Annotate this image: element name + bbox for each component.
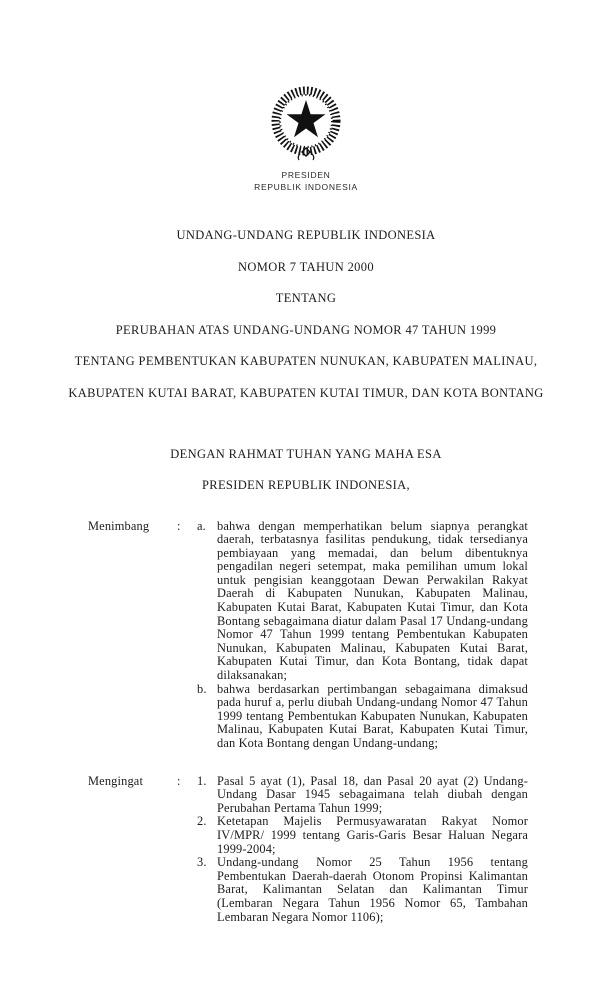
- legal-basis-marker-2: 2.: [197, 814, 207, 829]
- preamble-invocation: DENGAN RAHMAT TUHAN YANG MAHA ESA: [170, 446, 442, 461]
- presidential-seal-icon: [267, 83, 345, 163]
- consideration-marker-a: a.: [197, 518, 206, 533]
- title-law-number: NOMOR 7 TAHUN 2000: [238, 259, 374, 274]
- title-law-name: UNDANG-UNDANG REPUBLIK INDONESIA: [176, 228, 436, 242]
- preamble-authority: PRESIDEN REPUBLIK INDONESIA,: [201, 477, 411, 492]
- legal-basis-item-3: [197, 856, 528, 924]
- preamble-block: [0, 447, 612, 493]
- legal-basis-colon: :: [177, 773, 181, 788]
- title-tentang: TENTANG: [275, 291, 337, 305]
- clauses-container: [88, 520, 528, 925]
- consideration-marker-b: b.: [197, 681, 207, 696]
- legal-basis-label: Mengingat: [88, 773, 144, 788]
- legal-basis-text-1: Pasal 5 ayat (1), Pasal 18, dan Pasal 20 ayat (2) Undang-Undang Dasar 1945 sebagaimana telah diubah dengan Perubahan Pertama Tahun 1999;: [217, 773, 528, 815]
- legal-basis-marker-1: 1.: [197, 773, 207, 788]
- considerations-label: Menimbang: [88, 518, 150, 533]
- legal-basis-clause: [88, 775, 528, 925]
- consideration-item-b: [197, 683, 528, 751]
- title-subject-line2: TENTANG PEMBENTUKAN KABUPATEN NUNUKAN, KABUPATEN MALINAU,: [74, 354, 538, 368]
- consideration-text-a: bahwa dengan memperhatikan belum siapnya perangkat daerah, terbatasnya fasilitas pendukung, tidak tersedianya pembiayaan yang memadai, dan belum dibentuknya pengadilan negeri setempat, maka pemilihan umum lokal untuk pengisian keanggotaan Dewan Perwakilan Rakyat Daerah di Kabupaten Nunukan, Kabupaten Malinau, Kabupaten Kutai Barat, Kabupaten Kutai Timur, dan Kota Bontang sebagaimana diatur dalam Pasal 17 Undang-undang Nomor 47 Tahun 1999 tentang Pembentukan Kabupaten Nunukan, Kabupaten Malinau, Kabupaten Kutai Barat, Kabupaten Kutai Timur, dan Kota Bontang, tidak dapat dilaksanakan;: [217, 518, 528, 683]
- considerations-clause: [88, 520, 528, 751]
- document-title-block: [0, 228, 612, 401]
- org-name-presiden: PRESIDEN: [281, 170, 331, 180]
- title-subject-line3: KABUPATEN KUTAI BARAT, KABUPATEN KUTAI TIMUR, DAN KOTA BONTANG: [68, 385, 544, 400]
- title-subject-line1: PERUBAHAN ATAS UNDANG-UNDANG NOMOR 47 TAHUN 1999: [115, 322, 497, 337]
- legal-basis-item-2: [197, 815, 528, 856]
- org-name-republik-indonesia: REPUBLIK INDONESIA: [254, 182, 358, 192]
- considerations-colon: :: [177, 518, 181, 533]
- consideration-text-b: bahwa berdasarkan pertimbangan sebagaimana dimaksud pada huruf a, perlu diubah Undang-undang Nomor 47 Tahun 1999 tentang Pembentukan Kabupaten Nunukan, Kabupaten Malinau, Kabupaten Kutai Barat, Kabupaten Kutai Timur, dan Kota Bontang dengan Undang-undang;: [217, 681, 528, 750]
- consideration-item-a: [197, 520, 528, 683]
- legal-basis-text-3: Undang-undang Nomor 25 Tahun 1956 tentang Pembentukan Daerah-daerah Otonom Propinsi Kalimantan Barat, Kalimantan Selatan dan Kalimantan Timur (Lembaran Negara Tahun 1956 Nomor 65, Tambahan Lembaran Negara Nomor 1106);: [217, 855, 528, 924]
- legal-basis-text-2: Ketetapan Majelis Permusyawaratan Rakyat Nomor IV/MPR/ 1999 tentang Garis-Garis Besar Haluan Negara 1999-2004;: [217, 814, 528, 856]
- legal-basis-marker-3: 3.: [197, 855, 207, 870]
- document-header: [0, 0, 612, 193]
- legal-basis-item-1: [197, 775, 528, 816]
